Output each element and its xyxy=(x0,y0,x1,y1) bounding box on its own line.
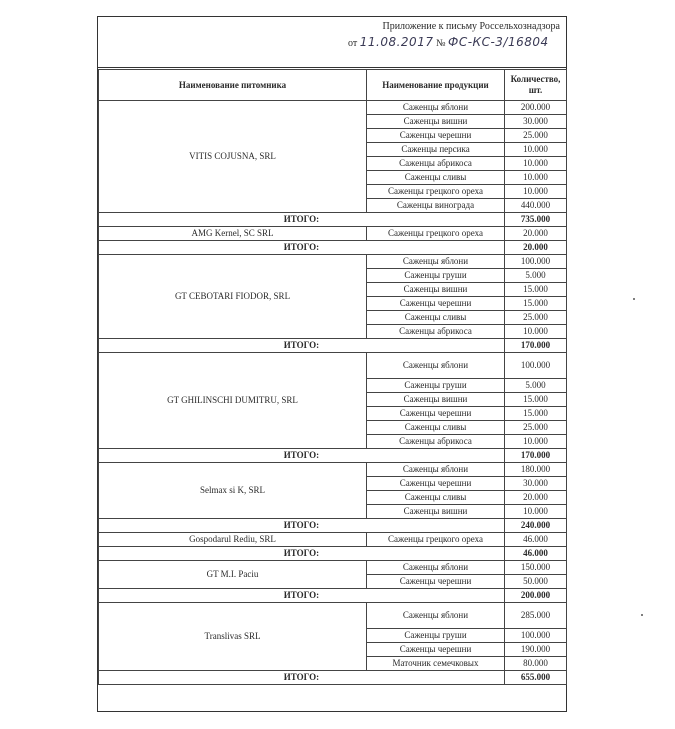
total-label: ИТОГО: xyxy=(99,671,505,685)
column-header-product: Наименование продукции xyxy=(367,70,505,101)
product-cell: Саженцы вишни xyxy=(367,283,505,297)
total-value: 655.000 xyxy=(505,671,567,685)
total-label: ИТОГО: xyxy=(99,589,505,603)
product-cell: Саженцы грецкого ореха xyxy=(367,533,505,547)
product-cell: Саженцы яблони xyxy=(367,603,505,629)
table-row xyxy=(99,227,567,241)
quantity-cell: 5.000 xyxy=(505,269,567,283)
nursery-table xyxy=(98,69,567,685)
total-label: ИТОГО: xyxy=(99,339,505,353)
total-row xyxy=(99,241,567,255)
table-row xyxy=(99,533,567,547)
nursery-name-cell: Gospodarul Rediu, SRL xyxy=(99,533,367,547)
total-row xyxy=(99,339,567,353)
product-cell: Саженцы груши xyxy=(367,629,505,643)
total-value: 46.000 xyxy=(505,547,567,561)
ref-no-label: № xyxy=(435,38,446,49)
product-cell: Саженцы абрикоса xyxy=(367,157,505,171)
quantity-cell: 100.000 xyxy=(505,629,567,643)
total-label: ИТОГО: xyxy=(99,519,505,533)
product-cell: Саженцы сливы xyxy=(367,311,505,325)
nursery-name-cell: GT M.I. Paciu xyxy=(99,561,367,589)
document-page xyxy=(97,16,567,712)
reference-line xyxy=(348,35,549,49)
quantity-cell: 50.000 xyxy=(505,575,567,589)
quantity-cell: 46.000 xyxy=(505,533,567,547)
quantity-cell: 25.000 xyxy=(505,421,567,435)
product-cell: Саженцы винограда xyxy=(367,199,505,213)
quantity-cell: 285.000 xyxy=(505,603,567,629)
quantity-cell: 200.000 xyxy=(505,101,567,115)
quantity-cell: 20.000 xyxy=(505,491,567,505)
nursery-name-cell: GT CEBOTARI FIODOR, SRL xyxy=(99,255,367,339)
nursery-name-cell: Selmax si K, SRL xyxy=(99,463,367,519)
column-header-quantity: Количество, шт. xyxy=(505,70,567,101)
quantity-cell: 10.000 xyxy=(505,171,567,185)
total-value: 170.000 xyxy=(505,449,567,463)
product-cell: Саженцы яблони xyxy=(367,561,505,575)
product-cell: Саженцы яблони xyxy=(367,255,505,269)
quantity-cell: 25.000 xyxy=(505,311,567,325)
ref-number: ФС-КС-3/16804 xyxy=(448,35,549,49)
quantity-cell: 150.000 xyxy=(505,561,567,575)
total-value: 200.000 xyxy=(505,589,567,603)
quantity-cell: 190.000 xyxy=(505,643,567,657)
product-cell: Саженцы яблони xyxy=(367,101,505,115)
quantity-cell: 10.000 xyxy=(505,157,567,171)
product-cell: Саженцы груши xyxy=(367,379,505,393)
total-row xyxy=(99,519,567,533)
product-cell: Саженцы абрикоса xyxy=(367,325,505,339)
quantity-cell: 30.000 xyxy=(505,115,567,129)
ref-date: 11.08.2017 xyxy=(359,35,434,49)
total-row xyxy=(99,213,567,227)
quantity-cell: 180.000 xyxy=(505,463,567,477)
quantity-cell: 10.000 xyxy=(505,505,567,519)
quantity-cell: 15.000 xyxy=(505,283,567,297)
quantity-cell: 15.000 xyxy=(505,297,567,311)
scan-speck xyxy=(641,614,643,616)
total-value: 735.000 xyxy=(505,213,567,227)
quantity-cell: 25.000 xyxy=(505,129,567,143)
table-row xyxy=(99,561,567,575)
product-cell: Саженцы вишни xyxy=(367,505,505,519)
quantity-cell: 80.000 xyxy=(505,657,567,671)
nursery-name-cell: Translivas SRL xyxy=(99,603,367,671)
nursery-name-cell: AMG Kernel, SC SRL xyxy=(99,227,367,241)
quantity-cell: 5.000 xyxy=(505,379,567,393)
total-label: ИТОГО: xyxy=(99,241,505,255)
product-cell: Саженцы черешни xyxy=(367,477,505,491)
product-cell: Саженцы черешни xyxy=(367,575,505,589)
scan-speck xyxy=(633,298,635,300)
product-cell: Саженцы черешни xyxy=(367,643,505,657)
total-label: ИТОГО: xyxy=(99,547,505,561)
table-row xyxy=(99,463,567,477)
total-row xyxy=(99,449,567,463)
product-cell: Саженцы сливы xyxy=(367,491,505,505)
table-row xyxy=(99,603,567,629)
product-cell: Саженцы грецкого ореха xyxy=(367,227,505,241)
product-cell: Саженцы грецкого ореха xyxy=(367,185,505,199)
quantity-cell: 100.000 xyxy=(505,353,567,379)
table-row xyxy=(99,255,567,269)
table-body xyxy=(99,101,567,685)
product-cell: Саженцы вишни xyxy=(367,115,505,129)
table-header-row xyxy=(99,70,567,101)
product-cell: Саженцы яблони xyxy=(367,463,505,477)
nursery-name-cell: GT GHILINSCHI DUMITRU, SRL xyxy=(99,353,367,449)
quantity-cell: 10.000 xyxy=(505,435,567,449)
product-cell: Саженцы яблони xyxy=(367,353,505,379)
quantity-cell: 15.000 xyxy=(505,407,567,421)
product-cell: Саженцы абрикоса xyxy=(367,435,505,449)
ref-from: от xyxy=(348,38,358,49)
table-row xyxy=(99,353,567,379)
quantity-cell: 20.000 xyxy=(505,227,567,241)
product-cell: Саженцы черешни xyxy=(367,407,505,421)
quantity-cell: 10.000 xyxy=(505,143,567,157)
total-label: ИТОГО: xyxy=(99,449,505,463)
quantity-cell: 10.000 xyxy=(505,185,567,199)
product-cell: Саженцы черешни xyxy=(367,129,505,143)
total-row xyxy=(99,589,567,603)
product-cell: Саженцы персика xyxy=(367,143,505,157)
quantity-cell: 100.000 xyxy=(505,255,567,269)
quantity-cell: 10.000 xyxy=(505,325,567,339)
document-header xyxy=(98,17,566,68)
total-row xyxy=(99,671,567,685)
total-row xyxy=(99,547,567,561)
total-value: 170.000 xyxy=(505,339,567,353)
product-cell: Саженцы черешни xyxy=(367,297,505,311)
quantity-cell: 440.000 xyxy=(505,199,567,213)
total-value: 20.000 xyxy=(505,241,567,255)
total-label: ИТОГО: xyxy=(99,213,505,227)
quantity-cell: 30.000 xyxy=(505,477,567,491)
product-cell: Саженцы сливы xyxy=(367,421,505,435)
product-cell: Саженцы груши xyxy=(367,269,505,283)
nursery-name-cell: VITIS COJUSNA, SRL xyxy=(99,101,367,213)
product-cell: Саженцы сливы xyxy=(367,171,505,185)
total-value: 240.000 xyxy=(505,519,567,533)
column-header-nursery: Наименование питомника xyxy=(99,70,367,101)
product-cell: Саженцы вишни xyxy=(367,393,505,407)
table-row xyxy=(99,101,567,115)
quantity-cell: 15.000 xyxy=(505,393,567,407)
product-cell: Маточник семечковых xyxy=(367,657,505,671)
appendix-title: Приложение к письму Россельхознадзора xyxy=(382,21,560,32)
